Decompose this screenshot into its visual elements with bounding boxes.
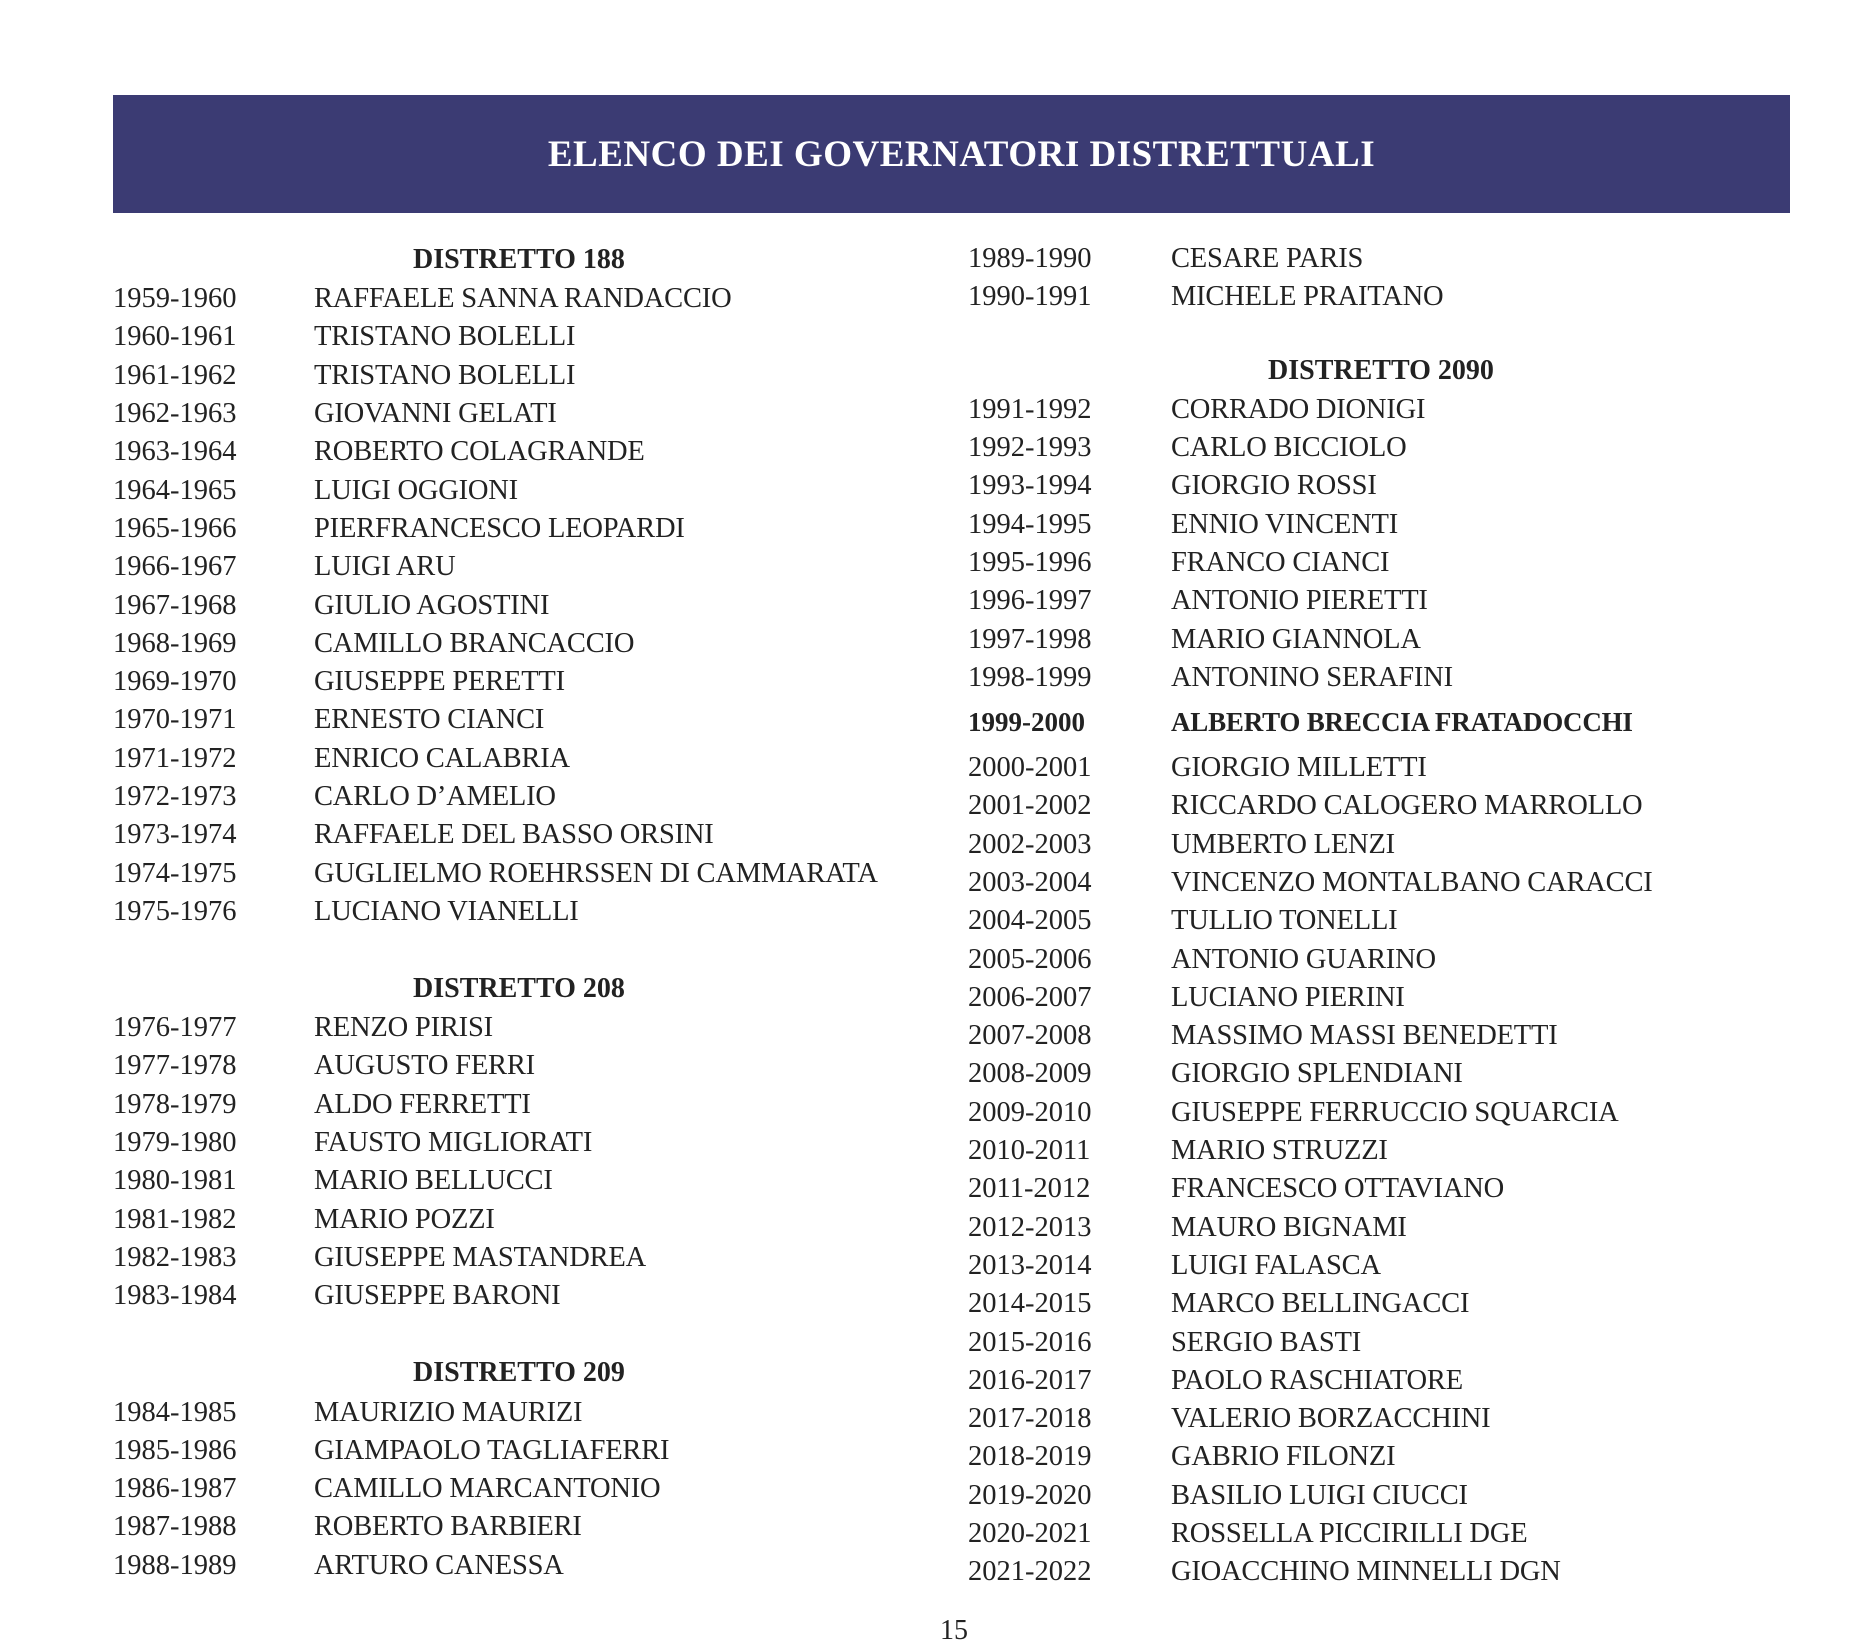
list-item	[968, 544, 1788, 582]
row-name: ROSSELLA PICCIRILLI DGE	[1171, 1518, 1528, 1550]
list-item	[113, 357, 913, 395]
list-item	[113, 1162, 913, 1200]
row-year: 1990-1991	[968, 281, 1092, 313]
row-name: TRISTANO BOLELLI	[314, 359, 576, 391]
row-year: 1964-1965	[113, 474, 237, 506]
list-item	[968, 902, 1788, 940]
district-heading-209: DISTRETTO 209	[413, 1357, 625, 1389]
list-item	[113, 1393, 913, 1431]
row-name: CAMILLO BRANCACCIO	[314, 627, 635, 659]
row-year: 2019-2020	[968, 1479, 1092, 1511]
row-year: 1983-1984	[113, 1280, 237, 1312]
list-item	[113, 1201, 913, 1239]
row-name: CESARE PARIS	[1171, 243, 1364, 275]
list-item	[113, 471, 913, 509]
list-item	[968, 1170, 1788, 1208]
row-name: CARLO BICCIOLO	[1171, 432, 1407, 464]
row-year: 1962-1963	[113, 398, 237, 430]
list-item	[968, 826, 1788, 864]
list-item	[113, 1277, 913, 1315]
row-year: 2009-2010	[968, 1096, 1092, 1128]
district-209-continued-list	[968, 240, 1788, 317]
row-name: GIORGIO MILLETTI	[1171, 752, 1427, 784]
right-column	[968, 240, 1788, 1592]
row-name: VINCENZO MONTALBANO CARACCI	[1171, 867, 1653, 898]
list-item	[113, 893, 913, 931]
list-item	[113, 548, 913, 586]
row-year: 2000-2001	[968, 752, 1092, 784]
list-item	[113, 1086, 913, 1124]
list-item	[968, 1553, 1788, 1591]
row-year: 1963-1964	[113, 436, 237, 468]
list-item	[113, 318, 913, 356]
row-name: MARIO GIANNOLA	[1171, 623, 1421, 655]
row-year: 1998-1999	[968, 661, 1092, 693]
row-name: MARIO POZZI	[314, 1203, 495, 1235]
district-209-list	[113, 1393, 913, 1584]
row-name: PAOLO RASCHIATORE	[1171, 1364, 1463, 1396]
header-band	[113, 95, 1790, 213]
row-name: TULLIO TONELLI	[1171, 905, 1398, 937]
row-year: 1997-1998	[968, 623, 1092, 655]
row-year: 1976-1977	[113, 1012, 237, 1044]
row-year: 1977-1978	[113, 1050, 237, 1082]
row-name: ENNIO VINCENTI	[1171, 508, 1399, 540]
row-name: LUIGI OGGIONI	[314, 474, 518, 506]
row-year: 1960-1961	[113, 321, 237, 353]
list-item	[113, 1009, 913, 1047]
row-year: 1968-1969	[113, 627, 237, 659]
list-item	[113, 510, 913, 548]
row-name: RENZO PIRISI	[314, 1012, 493, 1044]
row-year: 2021-2022	[968, 1556, 1092, 1588]
list-item	[968, 1400, 1788, 1438]
list-item	[968, 749, 1788, 787]
row-year: 1980-1981	[113, 1165, 237, 1197]
row-name: ARTURO CANESSA	[314, 1549, 564, 1581]
row-year: 1959-1960	[113, 283, 237, 315]
row-year: 2005-2006	[968, 943, 1092, 975]
list-item	[113, 586, 913, 624]
list-item	[113, 433, 913, 471]
row-name: ANTONIO PIERETTI	[1171, 585, 1428, 617]
list-item	[968, 940, 1788, 978]
row-name: MASSIMO MASSI BENEDETTI	[1171, 1020, 1558, 1052]
list-item	[968, 391, 1788, 429]
row-name: LUCIANO PIERINI	[1171, 981, 1405, 1013]
list-item	[113, 1470, 913, 1508]
list-item	[968, 1285, 1788, 1323]
list-item	[968, 864, 1788, 902]
list-item	[968, 429, 1788, 467]
row-name: TRISTANO BOLELLI	[314, 321, 576, 353]
list-item	[968, 1477, 1788, 1515]
row-year: 1989-1990	[968, 243, 1092, 275]
row-year: 2020-2021	[968, 1518, 1092, 1550]
row-year: 1978-1979	[113, 1088, 237, 1120]
list-item	[113, 1547, 913, 1585]
row-name: CORRADO DIONIGI	[1171, 393, 1426, 425]
list-item	[968, 505, 1788, 543]
list-item	[113, 280, 913, 318]
row-year: 1974-1975	[113, 857, 237, 889]
row-name: ALBERTO BRECCIA FRATADOCCHI	[1171, 707, 1633, 738]
list-item	[968, 1094, 1788, 1132]
list-item	[968, 582, 1788, 620]
row-name: ERNESTO CIANCI	[314, 704, 545, 736]
list-item	[113, 1239, 913, 1277]
row-year: 2008-2009	[968, 1058, 1092, 1090]
row-name: MARIO BELLUCCI	[314, 1165, 553, 1197]
row-name: CAMILLO MARCANTONIO	[314, 1473, 661, 1505]
list-item	[113, 1124, 913, 1162]
row-name: SERGIO BASTI	[1171, 1326, 1361, 1358]
row-name: ROBERTO BARBIERI	[314, 1511, 582, 1543]
row-name: FRANCO CIANCI	[1171, 546, 1390, 578]
row-name: GIUSEPPE MASTANDREA	[314, 1241, 646, 1273]
row-year: 2013-2014	[968, 1249, 1092, 1281]
row-year: 2018-2019	[968, 1441, 1092, 1473]
row-name: ANTONINO SERAFINI	[1171, 661, 1453, 693]
list-item	[968, 1247, 1788, 1285]
list-item	[113, 1432, 913, 1470]
list-item	[113, 701, 913, 739]
row-year: 1986-1987	[113, 1473, 237, 1505]
row-year: 1971-1972	[113, 742, 237, 774]
district-2090-list-continued	[968, 749, 1788, 1592]
list-item	[968, 467, 1788, 505]
list-item	[968, 1515, 1788, 1553]
row-name: AUGUSTO FERRI	[314, 1050, 535, 1082]
row-name: GIUSEPPE BARONI	[314, 1280, 561, 1312]
row-name: ENRICO CALABRIA	[314, 742, 570, 774]
row-name: LUIGI FALASCA	[1171, 1249, 1381, 1281]
row-name: GABRIO FILONZI	[1171, 1441, 1396, 1473]
list-item	[968, 620, 1788, 658]
row-name: GIORGIO SPLENDIANI	[1171, 1058, 1463, 1090]
row-year: 1972-1973	[113, 781, 237, 812]
row-name: PIERFRANCESCO LEOPARDI	[314, 512, 685, 544]
row-name: LUIGI ARU	[314, 551, 456, 583]
list-item	[968, 1132, 1788, 1170]
list-item	[113, 816, 913, 854]
list-item	[968, 979, 1788, 1017]
list-item	[968, 240, 1788, 278]
row-year: 1992-1993	[968, 432, 1092, 464]
row-name: CARLO D’AMELIO	[314, 781, 556, 812]
row-year: 1975-1976	[113, 895, 237, 927]
row-name: GIULIO AGOSTINI	[314, 589, 550, 621]
list-item	[968, 1017, 1788, 1055]
district-188-list	[113, 280, 913, 931]
row-year: 2002-2003	[968, 828, 1092, 860]
row-year: 1973-1974	[113, 819, 237, 851]
row-name: GIAMPAOLO TAGLIAFERRI	[314, 1434, 670, 1466]
list-item	[113, 740, 913, 778]
list-item	[113, 1047, 913, 1085]
row-name: FAUSTO MIGLIORATI	[314, 1127, 593, 1159]
row-name: RAFFAELE DEL BASSO ORSINI	[314, 819, 714, 851]
row-year: 2014-2015	[968, 1288, 1092, 1320]
district-heading-208: DISTRETTO 208	[413, 973, 625, 1005]
row-year: 1970-1971	[113, 704, 237, 736]
row-year: 1999-2000	[968, 707, 1085, 738]
highlight-row	[968, 697, 1788, 749]
row-name: RICCARDO CALOGERO MARROLLO	[1171, 790, 1643, 822]
row-year: 2004-2005	[968, 905, 1092, 937]
row-name: ANTONIO GUARINO	[1171, 943, 1436, 975]
row-year: 1993-1994	[968, 470, 1092, 502]
row-year: 2015-2016	[968, 1326, 1092, 1358]
list-item	[113, 1508, 913, 1546]
row-year: 1982-1983	[113, 1241, 237, 1273]
row-year: 1966-1967	[113, 551, 237, 583]
row-year: 2003-2004	[968, 867, 1092, 898]
row-name: GIUSEPPE PERETTI	[314, 666, 565, 698]
list-item	[113, 395, 913, 433]
list-item	[968, 1055, 1788, 1093]
list-item	[968, 1209, 1788, 1247]
district-2090-list	[968, 391, 1788, 697]
row-year: 1961-1962	[113, 359, 237, 391]
list-item	[968, 1323, 1788, 1361]
row-name: ROBERTO COLAGRANDE	[314, 436, 645, 468]
row-year: 2016-2017	[968, 1364, 1092, 1396]
district-heading-188: DISTRETTO 188	[413, 244, 625, 275]
row-year: 1994-1995	[968, 508, 1092, 540]
row-year: 2006-2007	[968, 981, 1092, 1013]
row-year: 1995-1996	[968, 546, 1092, 578]
row-year: 2001-2002	[968, 790, 1092, 822]
row-name: RAFFAELE SANNA RANDACCIO	[314, 283, 732, 315]
row-name: MAURIZIO MAURIZI	[314, 1396, 583, 1428]
page-title: ELENCO DEI GOVERNATORI DISTRETTUALI	[547, 133, 1376, 175]
row-name: MICHELE PRAITANO	[1171, 281, 1444, 313]
row-name: GUGLIELMO ROEHRSSEN DI CAMMARATA	[314, 857, 878, 889]
list-item	[113, 854, 913, 892]
row-name: MARIO STRUZZI	[1171, 1135, 1388, 1167]
list-item	[968, 787, 1788, 825]
row-name: MARCO BELLINGACCI	[1171, 1288, 1470, 1320]
row-year: 1985-1986	[113, 1434, 237, 1466]
list-item	[113, 625, 913, 663]
row-name: FRANCESCO OTTAVIANO	[1171, 1173, 1505, 1205]
list-item	[113, 663, 913, 701]
row-year: 1996-1997	[968, 585, 1092, 617]
row-name: MAURO BIGNAMI	[1171, 1211, 1407, 1243]
row-year: 1965-1966	[113, 512, 237, 544]
row-name: GIORGIO ROSSI	[1171, 470, 1377, 502]
row-year: 1991-1992	[968, 393, 1092, 425]
row-year: 2011-2012	[968, 1173, 1091, 1205]
row-year: 1979-1980	[113, 1127, 237, 1159]
row-name: BASILIO LUIGI CIUCCI	[1171, 1479, 1468, 1511]
row-name: GIUSEPPE FERRUCCIO SQUARCIA	[1171, 1096, 1619, 1128]
district-heading-2090: DISTRETTO 2090	[1268, 354, 1494, 386]
row-year: 1981-1982	[113, 1203, 237, 1235]
row-name: VALERIO BORZACCHINI	[1171, 1403, 1491, 1435]
row-name: GIOVANNI GELATI	[314, 398, 557, 430]
row-name: LUCIANO VIANELLI	[314, 895, 579, 927]
left-column	[113, 240, 913, 1585]
row-year: 2007-2008	[968, 1020, 1092, 1052]
row-year: 2012-2013	[968, 1211, 1092, 1243]
row-name: GIOACCHINO MINNELLI DGN	[1171, 1556, 1561, 1588]
row-year: 1967-1968	[113, 589, 237, 621]
row-year: 1988-1989	[113, 1549, 237, 1581]
list-item	[968, 1362, 1788, 1400]
row-year: 2010-2011	[968, 1135, 1091, 1167]
district-208-list	[113, 1009, 913, 1315]
list-item	[968, 659, 1788, 697]
row-name: UMBERTO LENZI	[1171, 828, 1395, 860]
list-item	[968, 1438, 1788, 1476]
row-year: 1984-1985	[113, 1396, 237, 1428]
row-year: 1969-1970	[113, 666, 237, 698]
page-number: 15	[940, 1615, 968, 1646]
row-year: 1987-1988	[113, 1511, 237, 1543]
list-item	[113, 778, 913, 816]
list-item	[968, 278, 1788, 316]
row-name: ALDO FERRETTI	[314, 1088, 531, 1120]
row-year: 2017-2018	[968, 1403, 1092, 1435]
